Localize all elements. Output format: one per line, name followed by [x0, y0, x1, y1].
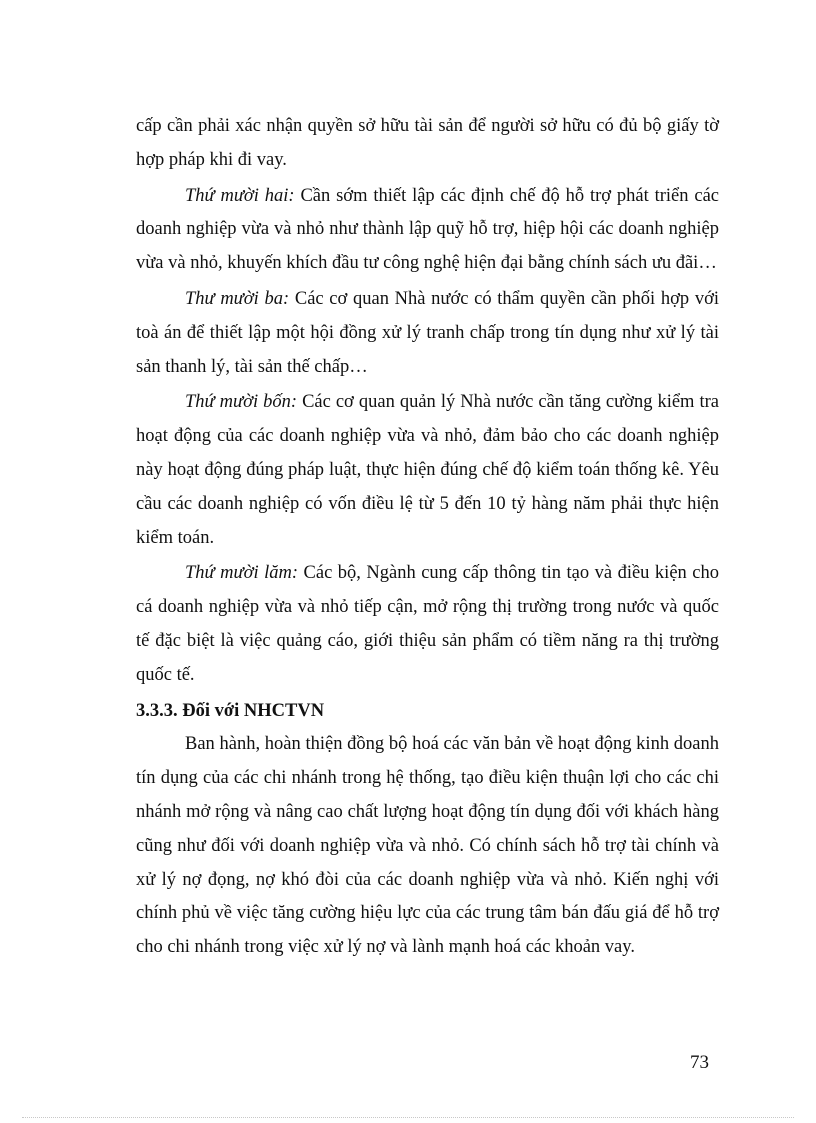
paragraph-text: Cần sớm thiết lập các định chế độ hỗ trợ phát triển các doanh nghiệp vừa và nhỏ như thành lập quỹ hỗ trợ, hiệp hội các doanh nghiệp vừa và nhỏ, khuyến khích đầu tư công nghệ hiện đại bằng chính sách ưu đãi… [136, 185, 719, 274]
paragraph-continuation [136, 110, 719, 178]
paragraph-text: Các cơ quan Nhà nước có thẩm quyền cần phối hợp với toà án để thiết lập một hội đồng xử lý tranh chấp trong tín dụng như xử lý tài sản thanh lý, tài sản thế chấp… [136, 288, 719, 377]
paragraph-lead: Thứ mười hai: [185, 185, 295, 206]
paragraph-lead: Thư mười ba: [185, 288, 290, 309]
section-heading: 3.3.3. Đối với NHCTVN [136, 700, 325, 721]
paragraph-lead: Thứ mười lăm: [185, 563, 299, 584]
page-bottom-divider [22, 1117, 794, 1118]
paragraph-text: Các cơ quan quản lý Nhà nước cần tăng cường kiểm tra hoạt động của các doanh nghiệp vừa và nhỏ, đảm bảo cho các doanh nghiệp này hoạt động đúng pháp luật, thực hiện đúng chế độ kiểm toán thống kê. Yêu cầu các doanh nghiệp có vốn điều lệ từ 5 đến 10 tỷ hàng năm phải thực hiện kiểm toán. [136, 392, 719, 548]
body-text [136, 110, 719, 965]
paragraph-thu-muoi-hai [136, 180, 719, 281]
paragraph-text: Các bộ, Ngành cung cấp thông tin tạo và điều kiện cho cá doanh nghiệp vừa và nhỏ tiếp cận, mở rộng thị trường trong nước và quốc tế đặc biệt là việc quảng cáo, giới thiệu sản phẩm có tiềm năng ra thị trường quốc tế. [136, 563, 719, 685]
paragraph-thu-muoi-bon [136, 386, 719, 555]
paragraph-thu-muoi-ba [136, 283, 719, 384]
paragraph-lead: Thứ mười bốn: [185, 392, 298, 413]
paragraph-nhctvn [136, 728, 719, 965]
paragraph-text: cấp cần phải xác nhận quyền sở hữu tài sản để người sở hữu có đủ bộ giấy tờ hợp pháp khi đi vay. [136, 116, 719, 170]
paragraph-thu-muoi-lam [136, 557, 719, 692]
paragraph-text: Ban hành, hoàn thiện đồng bộ hoá các văn bản về hoạt động kinh doanh tín dụng của các chi nhánh trong hệ thống, tạo điều kiện thuận lợi cho các chi nhánh mở rộng và nâng cao chất lượng hoạt động tín dụng đối với khách hàng cũng như đối với doanh nghiệp vừa và nhỏ. Có chính sách hỗ trợ tài chính và xử lý nợ đọng, nợ khó đòi của các doanh nghiệp vừa và nhỏ. Kiến nghị với chính phủ về việc tăng cường hiệu lực của các trung tâm bán đấu giá để hỗ trợ cho chi nhánh trong việc xử lý nợ và lành mạnh hoá các khoản vay. [136, 734, 719, 958]
page-number: 73 [690, 1052, 709, 1073]
